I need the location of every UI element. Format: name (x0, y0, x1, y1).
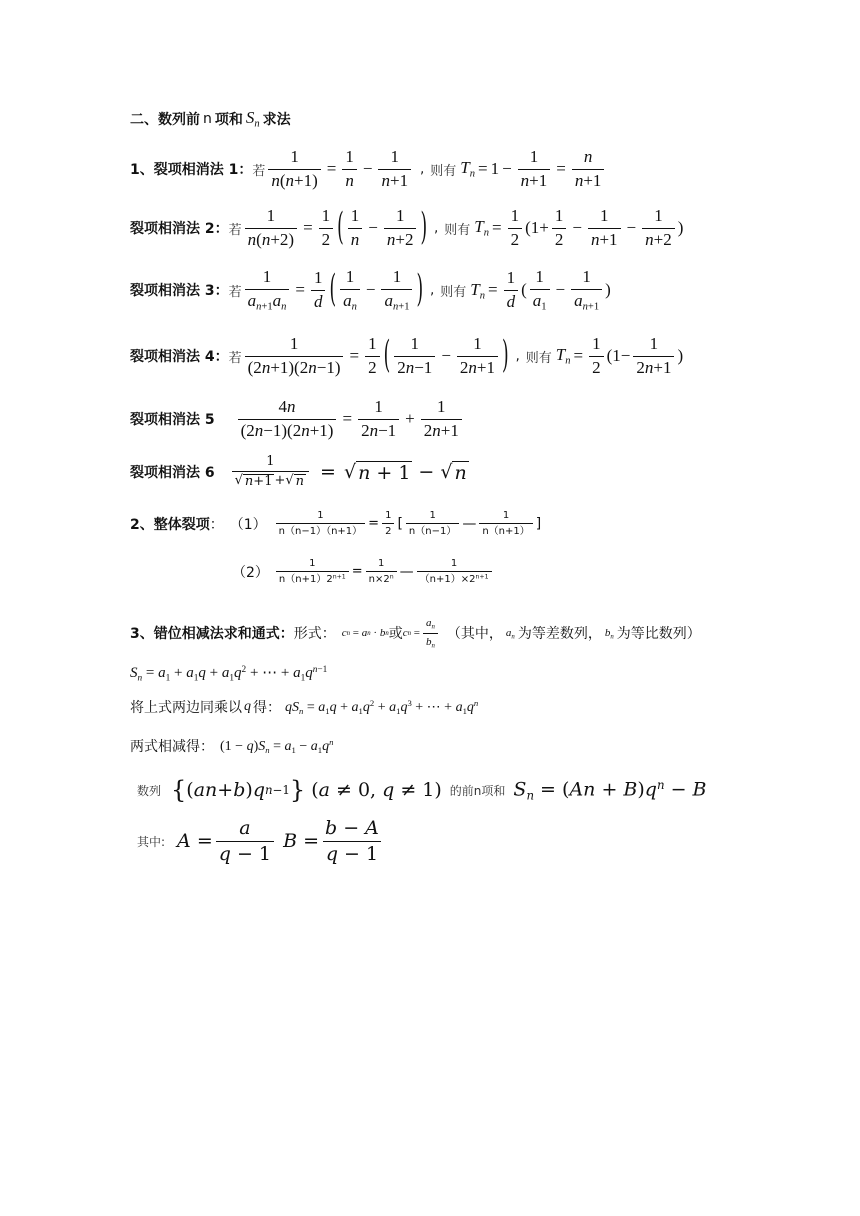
multiply-formula: $qS_n = a_1q + a_1q^2 + a_1q^3$ + ⋯ + $a_1q^n$ (285, 698, 479, 716)
whole-split-2 (232, 558, 495, 585)
whole-split-label: 2、整体裂项 (130, 516, 210, 533)
method-3-zeyou: 则有 (440, 284, 467, 300)
offset-an: $a_n$ (505, 626, 515, 641)
whole-split-1 (130, 510, 541, 537)
method-1-label: 1、裂项相消法 1： (130, 162, 253, 179)
offset-geo: 为等比数列） (616, 626, 701, 643)
section-title-mid: 项和 (214, 111, 243, 128)
offset-form-2: c n = $\frac{a_n}{b_n}$ (403, 617, 441, 650)
general-where (137, 818, 385, 865)
offset-method (130, 617, 701, 650)
offset-paren-open: （其中， (446, 626, 503, 643)
whole-split-p1: （1） (229, 516, 267, 533)
method-4-zeyou: 则有 (525, 350, 552, 366)
section-title (130, 108, 291, 130)
whole-split-colon: ： (209, 516, 224, 533)
subtract-step (130, 736, 333, 756)
offset-form: 形式： (293, 626, 336, 643)
method-6 (130, 455, 469, 490)
multiply-q: q (244, 699, 251, 714)
method-5-formula: $\frac{4n}{(2n-1)(2n+1)}$ = $\frac{1}{2n-1}$ + $\frac{1}{2n+1}$ (235, 398, 465, 440)
method-3-result: $T_n$ = $\frac{1}{d}$ ( $\frac{1}{a_1}$ − $\frac{1}{a_{n+1}}$ ) (470, 267, 611, 313)
method-2-ruo: 若 (228, 222, 242, 238)
section-title-prefix: 二、数列前 (130, 111, 200, 128)
subtract-label: 两式相减得： (130, 739, 214, 755)
multiply-prefix: 将上式两边同乘以 (130, 700, 242, 716)
method-6-label: 裂项相消法 6 (130, 465, 215, 482)
method-2-label: 裂项相消法 2： (130, 221, 229, 238)
method-3 (130, 268, 611, 313)
method-3-label: 裂项相消法 3： (130, 283, 229, 300)
offset-arith: 为等差数列， (517, 626, 602, 643)
section-title-S: $S_n$ (245, 108, 260, 130)
general-sum (137, 776, 707, 804)
sn-series (130, 663, 327, 683)
method-4 (130, 335, 683, 377)
general-seq-formula: { ( an + b ) q n−1 } (a ≠ 0, q ≠ 1) (171, 776, 442, 804)
whole-split-p2: （2） (232, 564, 269, 581)
offset-bn: $b_n$ (604, 626, 614, 641)
method-2-result: $T_n$ = $\frac{1}{2}$ (1+ $\frac{1}{2}$ − $\frac{1}{n+1}$ − $\frac{1}{n+2}$ ) (474, 206, 684, 249)
general-where-label: 其中: (137, 834, 166, 849)
method-1-zeyou: 则有 (430, 163, 457, 179)
section-title-n: n (203, 110, 212, 127)
method-1-formula: $\frac{1}{n(n+1)}$ = $\frac{1}{n}$ − $\frac{1}{n+1}$ , (265, 148, 430, 190)
general-seq-label: 数列 (137, 783, 162, 798)
method-6-formula: 1 √ n+1 + √ n = √ n + 1 − √ n (229, 455, 469, 490)
method-2-formula: $\frac{1}{n(n+2)}$ = $\frac{1}{2}$ ( $\frac{1}{n}$ − $\frac{1}{n+2}$ ) , (242, 207, 445, 249)
method-1-ruo: 若 (252, 163, 266, 179)
subtract-formula: $(1 - q)S_n = a_1 - a_1q^n$ (220, 737, 334, 755)
offset-label: 3、错位相减法求和通式： (130, 626, 294, 643)
general-sum-of: 的前n项和 (449, 783, 506, 798)
method-3-formula: $\frac{1}{a_{n+1}a_n}$ = $\frac{1}{d}$ ( $\frac{1}{a_n}$ − $\frac{1}{a_{n+1}}$ ) , (242, 268, 441, 313)
method-4-label: 裂项相消法 4： (130, 349, 229, 366)
method-3-ruo: 若 (228, 284, 242, 300)
method-5-label: 裂项相消法 5 (130, 412, 215, 429)
offset-form-1: c n = a n · b n (341, 627, 389, 640)
method-2-zeyou: 则有 (444, 222, 471, 238)
section-title-suffix: 求法 (262, 111, 291, 128)
method-4-ruo: 若 (228, 350, 242, 366)
method-1-result: $T_n$ = 1 − $\frac{1}{n+1}$ = $\frac{n}{n+1}$ (456, 148, 607, 190)
whole-split-2-formula: $\frac{1}{n(n+1)2^{n+1}}$ = $\frac{1}{n\times 2^n}$ — $\frac{1}{(n+1)\times 2^{n+1}}$ (273, 558, 495, 585)
method-5 (130, 398, 465, 440)
offset-or: 或 (388, 626, 403, 643)
general-sum-formula: $S_n = (An + B)q^n - B$ (513, 777, 707, 803)
multiply-suffix: 得： (253, 700, 281, 716)
multiply-step (130, 697, 478, 717)
method-4-result: $T_n$ = $\frac{1}{2}$ (1− $\frac{1}{2n+1}$ ) (555, 334, 684, 377)
whole-split-1-formula: $\frac{1}{n(n-1)(n+1)}$ = $\frac{1}{2}$ [ $\frac{1}{n(n-1)}$ — $\frac{1}{n(n+1)}$ ] (273, 510, 542, 537)
general-where-formula: A = $\frac{a}{q - 1}$ B = $\frac{b - A}{q - 1}$ (177, 818, 385, 865)
sn-series-formula: $S_n = a_1 + a_1q + a_1q^2$ + ⋯ + $a_1q^{n-1}$ (130, 664, 328, 684)
method-4-formula: $\frac{1}{(2n+1)(2n-1)}$ = $\frac{1}{2}$ ( $\frac{1}{2n-1}$ − $\frac{1}{2n+1}$ ) , (242, 335, 526, 377)
method-1 (130, 148, 607, 190)
method-2 (130, 207, 683, 249)
